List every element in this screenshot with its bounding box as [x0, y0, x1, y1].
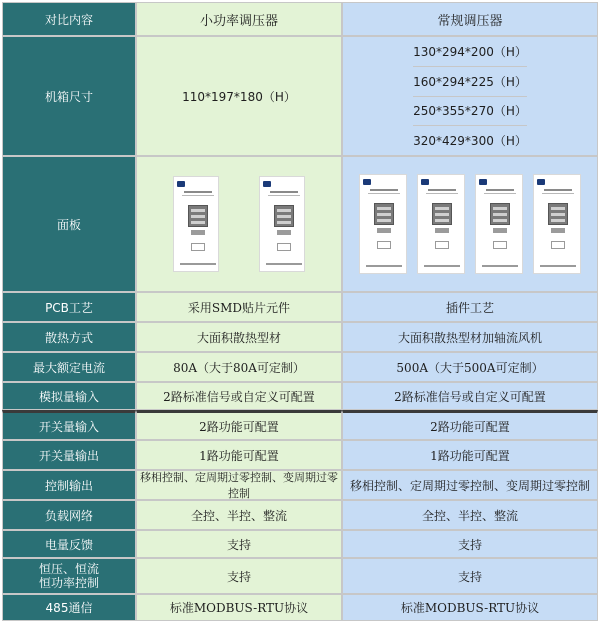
header-row — [2, 2, 598, 36]
row-low-power: 采用SMD贴片元件 — [136, 292, 342, 322]
row-label: 电量反馈 — [2, 530, 136, 558]
row-low-power: 80A（大于80A可定制） — [136, 352, 342, 382]
cabinet-size-2: 160*294*225（H） — [413, 67, 527, 97]
header-low-power: 小功率调压器 — [136, 2, 342, 36]
header-feature: 对比内容 — [2, 2, 136, 36]
row-low-power: 全控、半控、整流 — [136, 500, 342, 530]
row-485 — [2, 594, 598, 621]
row-regular: 全控、半控、整流 — [342, 500, 598, 530]
panel-images-regular — [343, 174, 597, 274]
row-regular: 支持 — [342, 530, 598, 558]
row-low-power: 2路功能可配置 — [136, 410, 342, 440]
cabinet-regular-list — [342, 36, 598, 156]
row-low-power: 大面积散热型材 — [136, 322, 342, 352]
panel-images-low-power — [137, 176, 341, 272]
row-label: 开关量输出 — [2, 440, 136, 470]
row-low-power: 移相控制、定周期过零控制、变周期过零控制 — [136, 470, 342, 500]
panel-image — [359, 174, 407, 274]
row-max-current — [2, 352, 598, 382]
row-label-line-1: 恒压、恒流 — [38, 562, 99, 576]
row-regular: 标准MODBUS-RTU协议 — [342, 594, 598, 621]
row-pcb — [2, 292, 598, 322]
row-label: 最大额定电流 — [2, 352, 136, 382]
cabinet-row — [2, 36, 598, 156]
row-analog-input — [2, 382, 598, 410]
cabinet-size-1: 130*294*200（H） — [413, 37, 527, 67]
cabinet-label: 机箱尺寸 — [2, 36, 136, 156]
row-label: 模拟量输入 — [2, 382, 136, 410]
row-low-power: 1路功能可配置 — [136, 440, 342, 470]
panel-image — [417, 174, 465, 274]
row-low-power: 2路标准信号或自定义可配置 — [136, 382, 342, 410]
panel-label: 面板 — [2, 156, 136, 292]
row-label: 散热方式 — [2, 322, 136, 352]
row-low-power: 支持 — [136, 530, 342, 558]
row-regular: 2路标准信号或自定义可配置 — [342, 382, 598, 410]
panel-image — [259, 176, 305, 272]
row-regular: 大面积散热型材加轴流风机 — [342, 322, 598, 352]
panel-image — [475, 174, 523, 274]
row-control-output — [2, 470, 598, 500]
row-label: 负载网络 — [2, 500, 136, 530]
cabinet-low-power: 110*197*180（H） — [136, 36, 342, 156]
cabinet-size-4: 320*429*300（H） — [413, 134, 527, 149]
row-label: 控制输出 — [2, 470, 136, 500]
row-low-power: 支持 — [136, 558, 342, 594]
row-regular: 插件工艺 — [342, 292, 598, 322]
panel-regular — [342, 156, 598, 292]
row-power-feedback — [2, 530, 598, 558]
row-label: 485通信 — [2, 594, 136, 621]
row-regular: 500A（大于500A可定制） — [342, 352, 598, 382]
row-label-constant — [2, 558, 136, 594]
panel-row — [2, 156, 598, 292]
row-label: 开关量输入 — [2, 410, 136, 440]
row-regular: 移相控制、定周期过零控制、变周期过零控制 — [342, 470, 598, 500]
row-constant-control — [2, 558, 598, 594]
row-label: PCB工艺 — [2, 292, 136, 322]
cabinet-size-3: 250*355*270（H） — [413, 97, 527, 127]
row-low-power: 标准MODBUS-RTU协议 — [136, 594, 342, 621]
panel-low-power — [136, 156, 342, 292]
row-switch-output — [2, 440, 598, 470]
row-cooling — [2, 322, 598, 352]
comparison-table — [2, 2, 598, 621]
row-load-network — [2, 500, 598, 530]
row-label-line-2: 恒功率控制 — [38, 576, 99, 590]
panel-image — [533, 174, 581, 274]
row-regular: 1路功能可配置 — [342, 440, 598, 470]
row-regular: 支持 — [342, 558, 598, 594]
header-regular: 常规调压器 — [342, 2, 598, 36]
panel-image — [173, 176, 219, 272]
row-switch-input — [2, 410, 598, 440]
row-regular: 2路功能可配置 — [342, 410, 598, 440]
